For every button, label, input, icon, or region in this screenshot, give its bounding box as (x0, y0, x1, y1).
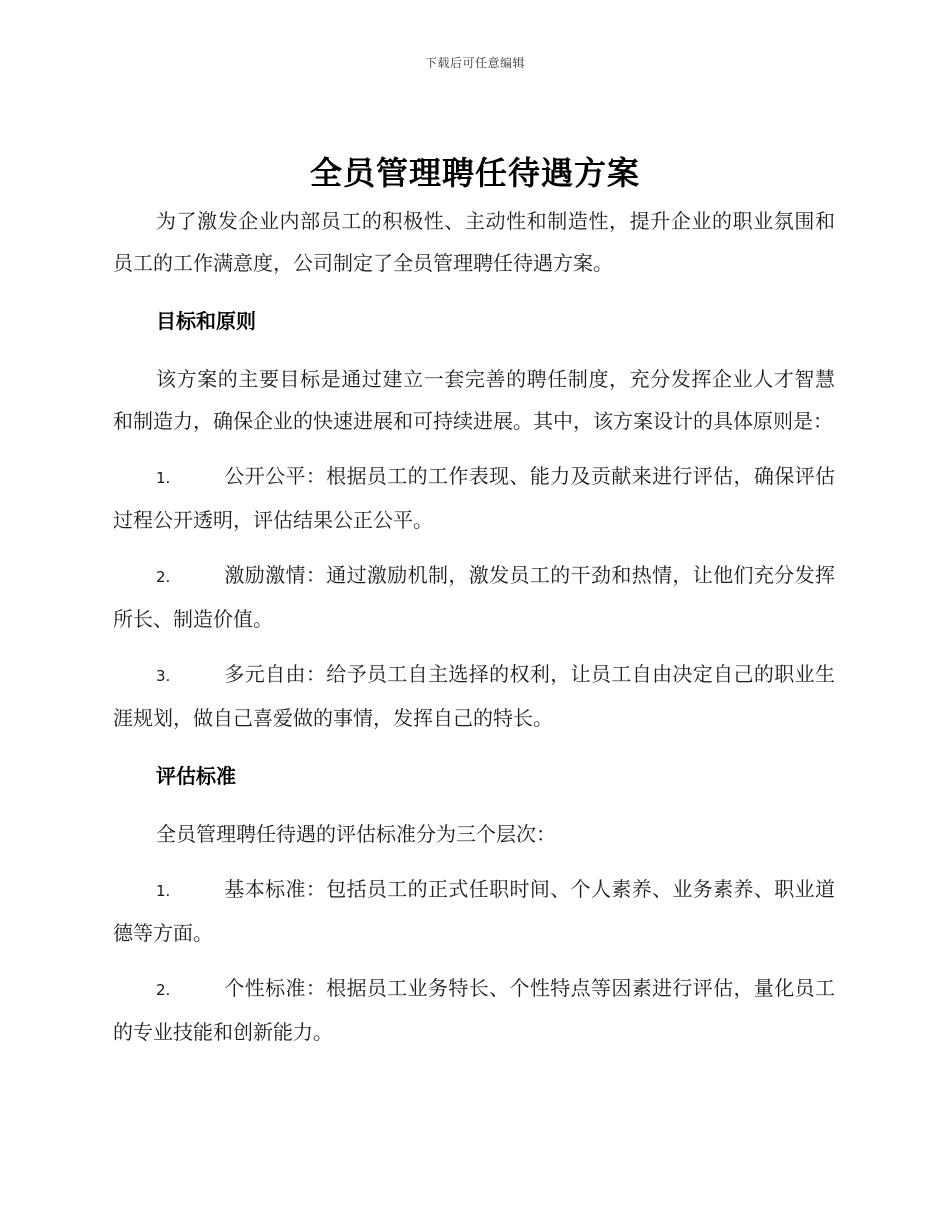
list-item-number: 2. (156, 981, 171, 999)
list-item (113, 455, 835, 541)
list-item-number: 2. (156, 568, 171, 586)
document-title: 全员管理聘任待遇方案 (309, 154, 640, 192)
list-item-text: 个性标准：根据员工业务特长、个性特点等因素进行评估，量化员工的专业技能和创新能力。 (113, 976, 835, 1044)
header-note: 下载后可任意编辑 (424, 56, 525, 70)
section-heading-criteria: 评估标准 (156, 764, 236, 788)
list-item (113, 967, 835, 1053)
list-item (113, 554, 835, 640)
list-item-number: 1. (156, 469, 171, 487)
section-heading-goals: 目标和原则 (156, 309, 256, 333)
list-item (113, 653, 835, 739)
intro-paragraph: 为了激发企业内部员工的积极性、主动性和制造性，提升企业的职业氛围和员工的工作满意度，公司制定了全员管理聘任待遇方案。 (113, 209, 835, 275)
list-item-text: 基本标准：包括员工的正式任职时间、个人素养、业务素养、职业道德等方面。 (113, 877, 835, 945)
list-item-text: 公开公平：根据员工的工作表现、能力及贡献来进行评估，确保评估过程公开透明，评估结果公正公平。 (113, 464, 835, 532)
list-item-text: 激励激情：通过激励机制，激发员工的干劲和热情，让他们充分发挥所长、制造价值。 (113, 563, 835, 631)
list-item-number: 1. (156, 882, 171, 900)
document-body (113, 200, 835, 1053)
list-item-text: 多元自由：给予员工自主选择的权利，让员工自由决定自己的职业生涯规划，做自己喜爱做的事情，发挥自己的特长。 (113, 662, 835, 730)
list-item (113, 868, 835, 954)
list-item-number: 3. (156, 667, 171, 685)
goals-paragraph: 该方案的主要目标是通过建立一套完善的聘任制度，充分发挥企业人才智慧和制造力，确保企业的快速进展和可持续进展。其中，该方案设计的具体原则是： (113, 367, 835, 433)
criteria-paragraph: 全员管理聘任待遇的评估标准分为三个层次： (156, 822, 556, 846)
